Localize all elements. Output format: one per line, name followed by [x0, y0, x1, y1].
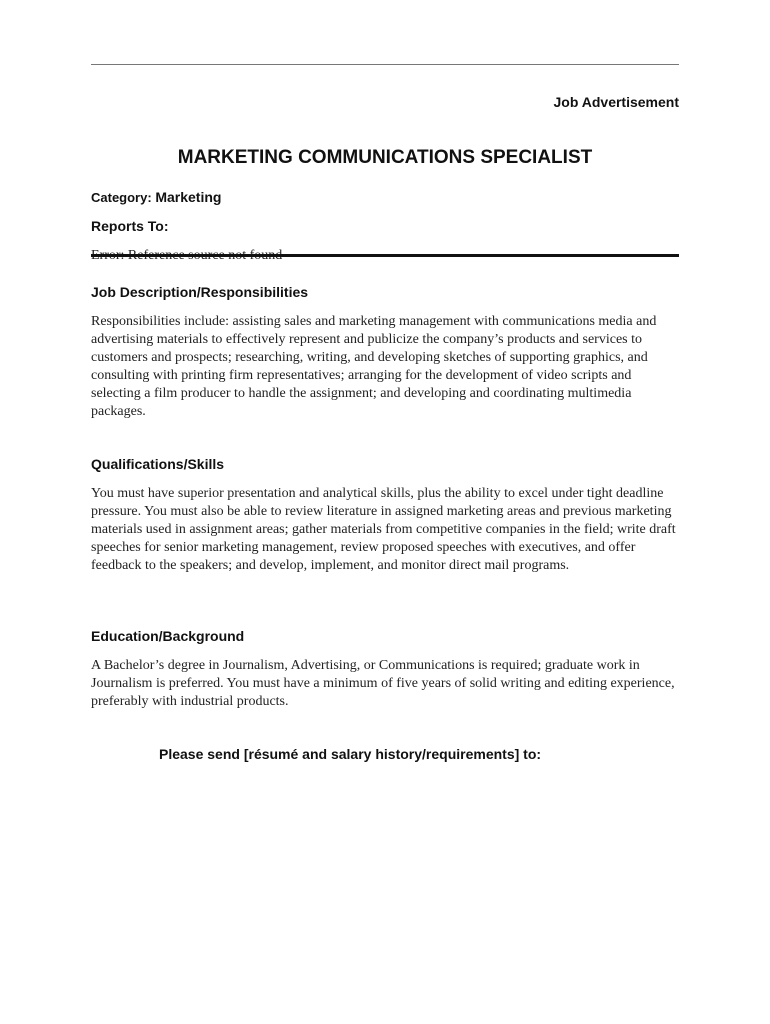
category-line [91, 189, 221, 205]
section-divider [91, 254, 679, 257]
job-description-heading: Job Description/Responsibilities [91, 284, 309, 300]
qualifications-text: You must have superior presentation and analytical skills, plus the ability to excel under tight deadline pressure. You must also be able to review literature in assigned marketing areas and previous marketing materials used in assignment areas; gather materials from competitive companies in the field; write draft speeches for senior marketing management, review proposed speeches with executives, and offer feedback to the speakers; and develop, implement, and monitor direct mail programs. [91, 486, 676, 573]
qualifications-heading: Qualifications/Skills [91, 456, 225, 472]
education-text: A Bachelor’s degree in Journalism, Advertising, or Communications is required; graduate work in Journalism is preferred. You must have a minimum of five years of solid writing and editing experience, preferably with industrial products. [91, 658, 675, 709]
reports-to-label: Reports To: [91, 218, 169, 234]
category-label: Category: [91, 190, 152, 205]
job-description-text: Responsibilities include: assisting sales and marketing management with communications media and advertising materials to effectively represent and publicize the company’s products and services to customers and prospects; researching, writing, and developing sketches of supporting graphics, and consulting with printing firm representatives; arranging for the development of video scripts and selecting a film producer to handle the assignment; and developing and coordinating multimedia packages. [91, 314, 657, 419]
education-heading: Education/Background [91, 628, 245, 644]
header-rule [91, 64, 679, 65]
category-value: Marketing [155, 189, 222, 205]
job-title: MARKETING COMMUNICATIONS SPECIALIST [177, 147, 593, 168]
application-instructions: Please send [résumé and salary history/requirements] to: [159, 746, 542, 762]
document-type-label: Job Advertisement [553, 94, 679, 110]
